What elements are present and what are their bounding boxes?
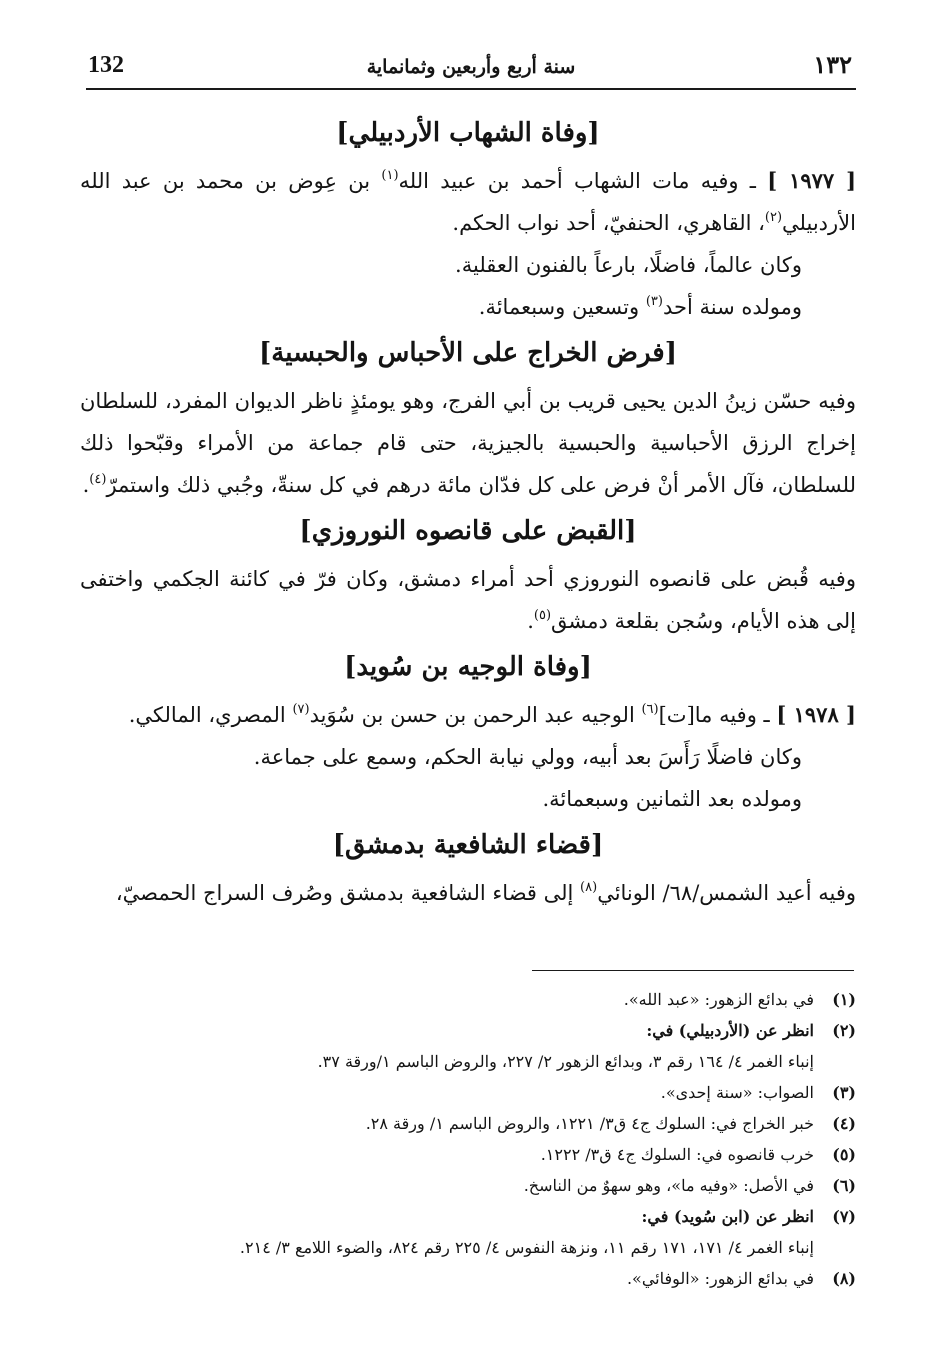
footnote-ref: (٢) <box>764 210 783 225</box>
main-text <box>80 108 856 914</box>
text-run: وفيه قُبض على قانصوه النوروزي أحد أمراء دمشق، وكان فرّ في كائنة الجكمي واختفى إلى هذه الأيام، وسُجن بقلعة دمشق <box>80 567 856 633</box>
footnote-number: (٢) <box>832 1021 856 1040</box>
footnote-ref: (٦) <box>641 702 659 717</box>
footnote-text: الصواب: «سنة إحدى». <box>660 1083 814 1102</box>
footnote-number: (٤) <box>832 1114 856 1133</box>
footnote-ref: (٥) <box>533 608 552 623</box>
entry-number: [ ١٩٧٨ ] <box>776 702 856 727</box>
footnote-number: (٣) <box>832 1083 856 1102</box>
section-heading: [وفاة الوجيه بن سُويد] <box>344 652 592 682</box>
footnote-separator <box>532 970 854 971</box>
section-heading: [قضاء الشافعية بدمشق] <box>332 830 604 860</box>
footnote-number: (٥) <box>832 1145 856 1164</box>
text-run: بن عِوض بن محمد بن عبد الله الأردبيلي <box>80 169 856 235</box>
text-run: . <box>527 609 534 633</box>
text-run: وفيه حسّن زينُ الدين يحيى قريب بن أبي الفرج، وهو يومئذٍ ناظر الديوان المفرد، للسلطان إخراج الرزق الأحباسية والحبسية بالجيزية، حتى قام جماعة من الأمراء وقبّحوا ذلك للسلطان، فآل الأمر أنْ فرض على كل فدّان مائة درهم في كل سنةّ، وجُبي ذلك واستمرّ <box>80 389 856 497</box>
footnote-ref: (٨) <box>580 880 598 895</box>
footnote-ref: (٧) <box>292 702 310 717</box>
section-heading: [القبض على قانصوه النوروزي] <box>299 516 637 546</box>
footnote <box>100 1201 856 1232</box>
footnote-continuation: إنباء الغمر ٤/ ١٧١، ١٧١ رقم ١١، ونزهة النفوس ٤/ ٢٢٥ رقم ٨٢٤، والضوء اللامع ٣/ ٢١٤. <box>239 1238 814 1257</box>
footnote-text: خرب قانصوه في: السلوك ج٤ ق٣/ ١٢٢٢. <box>540 1145 814 1164</box>
footnote <box>100 1170 856 1201</box>
footnote-text: في بدائع الزهور: «الوفائي». <box>626 1269 814 1288</box>
paragraph <box>80 380 856 506</box>
footnote-text: في الأصل: «وفيه ما»، وهو سهوٌ من الناسخ. <box>523 1176 814 1195</box>
text-run: إلى قضاء الشافعية بدمشق وصُرف السراج الحمصيّ، <box>115 881 581 905</box>
footnote <box>100 1108 856 1139</box>
footnote-ref: (٤) <box>89 472 107 487</box>
footnote-text: انظر عن (الأردبيلي) في: <box>646 1021 814 1040</box>
text-run: ـ وفيه مات الشهاب أحمد بن عبيد الله <box>398 169 768 193</box>
paragraph <box>80 160 856 244</box>
running-title: سنة أربع وأربعين وثمانماية <box>366 56 576 78</box>
footnote-continuation: إنباء الغمر ٤/ ١٦٤ رقم ٣، وبدائع الزهور ٢/ ٢٢٧، والروض الباسم ١/ورقة ٣٧. <box>317 1052 814 1071</box>
text-run: وفيه أعيد الشمس/٦٨/ الونائي <box>597 881 856 905</box>
section-heading: [وفاة الشهاب الأردبيلي] <box>336 118 600 148</box>
text-run: ، القاهري، الحنفيّ، أحد نواب الحكم. <box>452 211 765 235</box>
text-run: ومولده سنة أحد <box>662 295 802 319</box>
text-run: ـ وفيه ما[ت] <box>658 703 777 727</box>
paragraph: وكان فاضلًا رَأَسَ بعد أبيه، وولي نيابة الحكم، وسمع على جماعة. <box>253 745 802 769</box>
text-run: . <box>82 473 90 497</box>
footnote <box>100 984 856 1015</box>
text-run: المصري، المالكي. <box>128 703 293 727</box>
footnote <box>100 1263 856 1294</box>
section-heading: [فرض الخراج على الأحباس والحبسية] <box>258 338 678 368</box>
footnote-number: (٧) <box>832 1207 856 1226</box>
entry-number: [ ١٩٧٧ ] <box>767 168 857 193</box>
footnote-number: (٨) <box>832 1269 856 1288</box>
footnote <box>100 1139 856 1170</box>
page-header <box>86 50 856 90</box>
page-number-latin: 132 <box>88 52 124 78</box>
paragraph <box>80 872 856 914</box>
footnote-text: في بدائع الزهور: «عبد الله». <box>623 990 814 1009</box>
footnote-ref: (٣) <box>645 294 663 309</box>
footnotes <box>100 984 856 1294</box>
text-run: الوجيه عبد الرحمن بن حسن بن سُوَيد <box>309 703 642 727</box>
paragraph <box>80 286 856 328</box>
text-run: وتسعين وسبعمائة. <box>478 295 646 319</box>
paragraph: ومولده بعد الثمانين وسبعمائة. <box>542 787 802 811</box>
footnote-text: انظر عن (ابن سُويد) في: <box>641 1207 814 1226</box>
footnote <box>100 1015 856 1046</box>
paragraph <box>80 558 856 642</box>
footnote-text: خبر الخراج في: السلوك ج٤ ق٣/ ١٢٢١، والروض الباسم ١/ ورقة ٢٨. <box>365 1114 814 1133</box>
page-number-arabic: ١٣٢ <box>813 50 852 79</box>
footnote-number: (٦) <box>832 1176 856 1195</box>
paragraph <box>80 694 856 736</box>
paragraph: وكان عالماً، فاضلًا، بارعاً بالفنون العقلية. <box>455 253 802 277</box>
footnote-number: (١) <box>832 990 856 1009</box>
footnote-ref: (١) <box>381 168 399 183</box>
footnote <box>100 1077 856 1108</box>
